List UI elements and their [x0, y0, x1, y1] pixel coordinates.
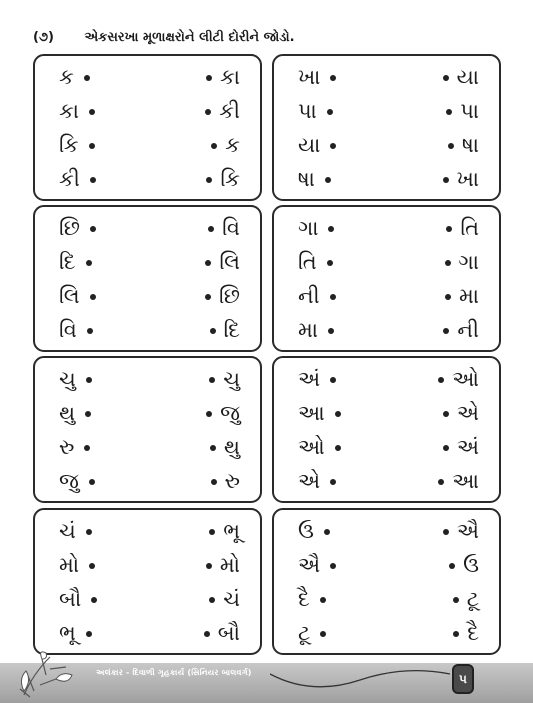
- right-letter[interactable]: [438, 464, 479, 498]
- left-letter-text: છિ: [59, 215, 80, 240]
- left-letter-text: લિ: [59, 283, 80, 308]
- right-letter[interactable]: [211, 128, 240, 162]
- left-letter[interactable]: [59, 162, 96, 196]
- connect-dot[interactable]: [443, 177, 449, 183]
- connect-dot[interactable]: [84, 75, 90, 81]
- left-letter-text: કી: [59, 166, 80, 191]
- page-number-badge: ૫: [452, 664, 474, 694]
- right-letter-text: કા: [220, 64, 240, 89]
- match-row: [274, 245, 499, 279]
- connect-dot[interactable]: [86, 260, 92, 266]
- right-letter-text: જુ: [220, 400, 240, 425]
- right-letter[interactable]: [443, 162, 479, 196]
- wire-decoration-icon: [270, 660, 455, 700]
- right-letter[interactable]: [206, 162, 240, 196]
- connect-dot[interactable]: [330, 563, 336, 569]
- right-letter-text: ની: [457, 317, 479, 342]
- left-letter-text: ઓ: [298, 434, 325, 459]
- left-letter[interactable]: [59, 128, 95, 162]
- connect-dot[interactable]: [330, 294, 336, 300]
- right-letter[interactable]: [446, 94, 479, 128]
- right-letter[interactable]: [206, 396, 240, 430]
- right-letter[interactable]: [443, 313, 479, 347]
- match-row: [274, 548, 499, 582]
- right-letter-text: થુ: [223, 434, 240, 459]
- right-letter-text: લિ: [219, 249, 240, 274]
- match-row: [274, 430, 499, 464]
- match-row: [35, 60, 260, 94]
- right-letter-text: ખા: [456, 166, 479, 191]
- match-row: [274, 211, 499, 245]
- exercise-instruction: એકસરખા મૂળાક્ષરોને લીટી દોરીને જોડો.: [84, 30, 295, 45]
- left-letter-text: યા: [298, 132, 321, 157]
- left-letter-text: કા: [59, 98, 79, 123]
- connect-dot[interactable]: [320, 631, 326, 637]
- right-letter-text: પા: [460, 98, 479, 123]
- match-row: [35, 548, 260, 582]
- connect-dot[interactable]: [209, 377, 215, 383]
- matching-panel-7: [33, 508, 262, 655]
- connect-dot[interactable]: [206, 563, 212, 569]
- left-letter[interactable]: [59, 464, 95, 498]
- matching-panel-2: [272, 54, 501, 201]
- right-letter[interactable]: [206, 60, 240, 94]
- match-row: [35, 582, 260, 616]
- match-row: [274, 616, 499, 650]
- right-letter-text: ગા: [458, 249, 479, 274]
- matching-panel-5: [33, 356, 262, 503]
- match-row: [35, 514, 260, 548]
- left-letter-text: મા: [298, 317, 318, 342]
- right-letter[interactable]: [446, 211, 479, 245]
- left-letter-text: થુ: [59, 400, 76, 425]
- right-letter[interactable]: [208, 211, 240, 245]
- matching-panel-4: [272, 205, 501, 352]
- match-row: [274, 396, 499, 430]
- right-letter[interactable]: [210, 430, 240, 464]
- connect-dot[interactable]: [328, 226, 334, 232]
- right-letter-text: કિ: [220, 166, 240, 191]
- connect-dot[interactable]: [209, 597, 215, 603]
- match-row: [35, 313, 260, 347]
- connect-dot[interactable]: [89, 143, 95, 149]
- right-letter[interactable]: [209, 514, 240, 548]
- right-letter-text: તિ: [460, 215, 479, 240]
- left-letter-text: ની: [298, 283, 320, 308]
- matching-panel-6: [272, 356, 501, 503]
- right-letter-text: ભૂ: [223, 518, 240, 543]
- right-letter-text: ષા: [462, 132, 479, 157]
- left-letter[interactable]: [59, 582, 97, 616]
- left-letter-text: ષા: [298, 166, 315, 191]
- match-row: [274, 128, 499, 162]
- connect-dot[interactable]: [320, 597, 326, 603]
- left-letter[interactable]: [298, 514, 330, 548]
- right-letter[interactable]: [453, 616, 479, 650]
- connect-dot[interactable]: [90, 226, 96, 232]
- connect-dot[interactable]: [445, 260, 451, 266]
- connect-dot[interactable]: [211, 143, 217, 149]
- connect-dot[interactable]: [327, 109, 333, 115]
- right-letter[interactable]: [448, 128, 479, 162]
- match-row: [274, 362, 499, 396]
- left-letter-text: બૌ: [59, 586, 82, 611]
- left-letter[interactable]: [59, 362, 92, 396]
- right-letter-text: મા: [459, 283, 479, 308]
- left-letter-text: ક: [59, 64, 74, 89]
- connect-dot[interactable]: [85, 411, 91, 417]
- match-row: [35, 128, 260, 162]
- connect-dot[interactable]: [206, 177, 212, 183]
- right-letter-text: દિ: [223, 317, 240, 342]
- left-letter-text: ચં: [59, 518, 76, 543]
- left-letter[interactable]: [59, 94, 95, 128]
- left-letter-text: ખા: [298, 64, 321, 89]
- right-letter[interactable]: [205, 94, 240, 128]
- connect-dot[interactable]: [210, 445, 216, 451]
- connect-dot[interactable]: [448, 143, 454, 149]
- right-letter[interactable]: [445, 279, 479, 313]
- left-letter-text: ઉ: [298, 518, 314, 543]
- right-letter[interactable]: [449, 548, 479, 582]
- left-letter[interactable]: [298, 582, 326, 616]
- left-letter-text: ટૂ: [298, 620, 311, 645]
- left-letter-text: ચુ: [59, 366, 76, 391]
- connect-dot[interactable]: [90, 294, 96, 300]
- left-letter[interactable]: [298, 464, 336, 498]
- left-letter[interactable]: [298, 396, 341, 430]
- left-letter-text: દિ: [59, 249, 76, 274]
- match-row: [35, 94, 260, 128]
- right-letter-text: ઉ: [463, 552, 479, 577]
- right-letter-text: બૌ: [217, 620, 240, 645]
- connect-dot[interactable]: [209, 529, 215, 535]
- footer-book-title: અલંકાર - દિવાળી ગૃહકાર્ય (સિનિયર બાલવર્ગ): [96, 668, 252, 677]
- connect-dot[interactable]: [443, 328, 449, 334]
- left-letter-text: પા: [298, 98, 317, 123]
- connect-dot[interactable]: [89, 479, 95, 485]
- left-letter[interactable]: [298, 430, 341, 464]
- connect-dot[interactable]: [206, 75, 212, 81]
- connect-dot[interactable]: [328, 328, 334, 334]
- left-letter[interactable]: [298, 60, 336, 94]
- left-letter[interactable]: [59, 430, 90, 464]
- left-letter[interactable]: [59, 211, 96, 245]
- right-letter[interactable]: [206, 548, 240, 582]
- left-letter-text: એ: [298, 468, 321, 493]
- left-letter[interactable]: [59, 548, 95, 582]
- right-letter-text: ક: [225, 132, 240, 157]
- left-letter[interactable]: [298, 279, 336, 313]
- left-letter[interactable]: [59, 396, 91, 430]
- match-row: [35, 616, 260, 650]
- match-row: [274, 313, 499, 347]
- right-letter-text: યા: [456, 64, 479, 89]
- leaf-illustration-icon: [16, 651, 76, 703]
- connect-dot[interactable]: [86, 377, 92, 383]
- left-letter-text: આ: [298, 400, 325, 425]
- left-letter[interactable]: [59, 279, 96, 313]
- right-letter-text: ચુ: [223, 366, 240, 391]
- right-letter-text: ટૂ: [466, 586, 479, 611]
- connect-dot[interactable]: [89, 563, 95, 569]
- match-row: [274, 94, 499, 128]
- left-letter[interactable]: [298, 362, 336, 396]
- left-letter[interactable]: [298, 128, 336, 162]
- right-letter-text: ઓ: [452, 366, 479, 391]
- connect-dot[interactable]: [324, 529, 330, 535]
- connect-dot[interactable]: [335, 411, 341, 417]
- matching-panel-1: [33, 54, 262, 201]
- right-letter-text: છિ: [219, 283, 240, 308]
- right-letter-text: દૈ: [467, 620, 479, 645]
- right-letter-text: મો: [219, 552, 240, 577]
- right-letter[interactable]: [453, 582, 479, 616]
- match-row: [35, 362, 260, 396]
- match-row: [35, 162, 260, 196]
- left-letter[interactable]: [59, 514, 92, 548]
- left-letter[interactable]: [59, 245, 92, 279]
- left-letter-text: જુ: [59, 468, 79, 493]
- left-letter-text: ભૂ: [59, 620, 76, 645]
- matching-panel-8: [272, 508, 501, 655]
- match-row: [35, 396, 260, 430]
- left-letter-text: અં: [298, 366, 321, 391]
- left-letter[interactable]: [298, 616, 326, 650]
- connect-dot[interactable]: [335, 445, 341, 451]
- connect-dot[interactable]: [205, 294, 211, 300]
- left-letter[interactable]: [59, 313, 93, 347]
- left-letter[interactable]: [298, 548, 336, 582]
- left-letter-text: દૈ: [298, 586, 310, 611]
- match-row: [274, 60, 499, 94]
- right-letter[interactable]: [443, 430, 479, 464]
- connect-dot[interactable]: [204, 631, 210, 637]
- connect-dot[interactable]: [443, 445, 449, 451]
- right-letter[interactable]: [204, 616, 240, 650]
- connect-dot[interactable]: [211, 479, 217, 485]
- match-row: [274, 582, 499, 616]
- left-letter[interactable]: [59, 60, 90, 94]
- connect-dot[interactable]: [89, 109, 95, 115]
- connect-dot[interactable]: [330, 377, 336, 383]
- right-letter-text: વિ: [222, 215, 240, 240]
- connect-dot[interactable]: [86, 631, 92, 637]
- connect-dot[interactable]: [446, 109, 452, 115]
- match-row: [35, 211, 260, 245]
- left-letter[interactable]: [298, 211, 334, 245]
- left-letter-text: તિ: [298, 249, 317, 274]
- right-letter-text: કી: [219, 98, 240, 123]
- right-letter-text: આ: [452, 468, 479, 493]
- match-row: [35, 279, 260, 313]
- connect-dot[interactable]: [325, 177, 331, 183]
- right-letter[interactable]: [438, 362, 479, 396]
- connect-dot[interactable]: [330, 143, 336, 149]
- connect-dot[interactable]: [438, 479, 444, 485]
- left-letter[interactable]: [298, 245, 333, 279]
- right-letter[interactable]: [445, 245, 479, 279]
- right-letter[interactable]: [205, 279, 240, 313]
- connect-dot[interactable]: [205, 260, 211, 266]
- connect-dot[interactable]: [330, 479, 336, 485]
- exercise-number: (૭): [33, 30, 54, 45]
- connect-dot[interactable]: [84, 445, 90, 451]
- match-row: [274, 464, 499, 498]
- match-row: [35, 245, 260, 279]
- connect-dot[interactable]: [87, 328, 93, 334]
- matching-panel-3: [33, 205, 262, 352]
- connect-dot[interactable]: [206, 411, 212, 417]
- left-letter-text: કિ: [59, 132, 79, 157]
- connect-dot[interactable]: [446, 226, 452, 232]
- left-letter-text: મો: [59, 552, 80, 577]
- match-row: [274, 279, 499, 313]
- connect-dot[interactable]: [443, 75, 449, 81]
- right-letter-text: અં: [456, 434, 479, 459]
- connect-dot[interactable]: [91, 597, 97, 603]
- right-letter-text: ઐ: [456, 518, 479, 543]
- left-letter-text: ગા: [298, 215, 319, 240]
- right-letter[interactable]: [210, 313, 241, 347]
- right-letter[interactable]: [443, 514, 479, 548]
- right-letter[interactable]: [443, 60, 479, 94]
- match-row: [35, 430, 260, 464]
- left-letter[interactable]: [59, 616, 92, 650]
- connect-dot[interactable]: [86, 529, 92, 535]
- connect-dot[interactable]: [208, 226, 214, 232]
- left-letter-text: વિ: [59, 317, 77, 342]
- right-letter-text: ચં: [223, 586, 240, 611]
- left-letter[interactable]: [298, 94, 333, 128]
- right-letter-text: રુ: [224, 468, 240, 493]
- match-row: [274, 514, 499, 548]
- connect-dot[interactable]: [453, 631, 459, 637]
- match-row: [274, 162, 499, 196]
- connect-dot[interactable]: [445, 294, 451, 300]
- connect-dot[interactable]: [443, 529, 449, 535]
- connect-dot[interactable]: [330, 75, 336, 81]
- left-letter[interactable]: [298, 162, 331, 196]
- connect-dot[interactable]: [449, 563, 455, 569]
- connect-dot[interactable]: [438, 377, 444, 383]
- exercise-heading: [33, 30, 295, 45]
- left-letter-text: રુ: [59, 434, 75, 459]
- connect-dot[interactable]: [90, 177, 96, 183]
- connect-dot[interactable]: [327, 260, 333, 266]
- right-letter[interactable]: [443, 396, 479, 430]
- connect-dot[interactable]: [210, 328, 216, 334]
- right-letter[interactable]: [211, 464, 240, 498]
- connect-dot[interactable]: [453, 597, 459, 603]
- left-letter[interactable]: [298, 313, 334, 347]
- right-letter[interactable]: [209, 362, 240, 396]
- right-letter[interactable]: [205, 245, 240, 279]
- right-letter-text: એ: [456, 400, 479, 425]
- match-row: [35, 464, 260, 498]
- connect-dot[interactable]: [205, 109, 211, 115]
- left-letter-text: ઐ: [298, 552, 321, 577]
- connect-dot[interactable]: [443, 411, 449, 417]
- right-letter[interactable]: [209, 582, 240, 616]
